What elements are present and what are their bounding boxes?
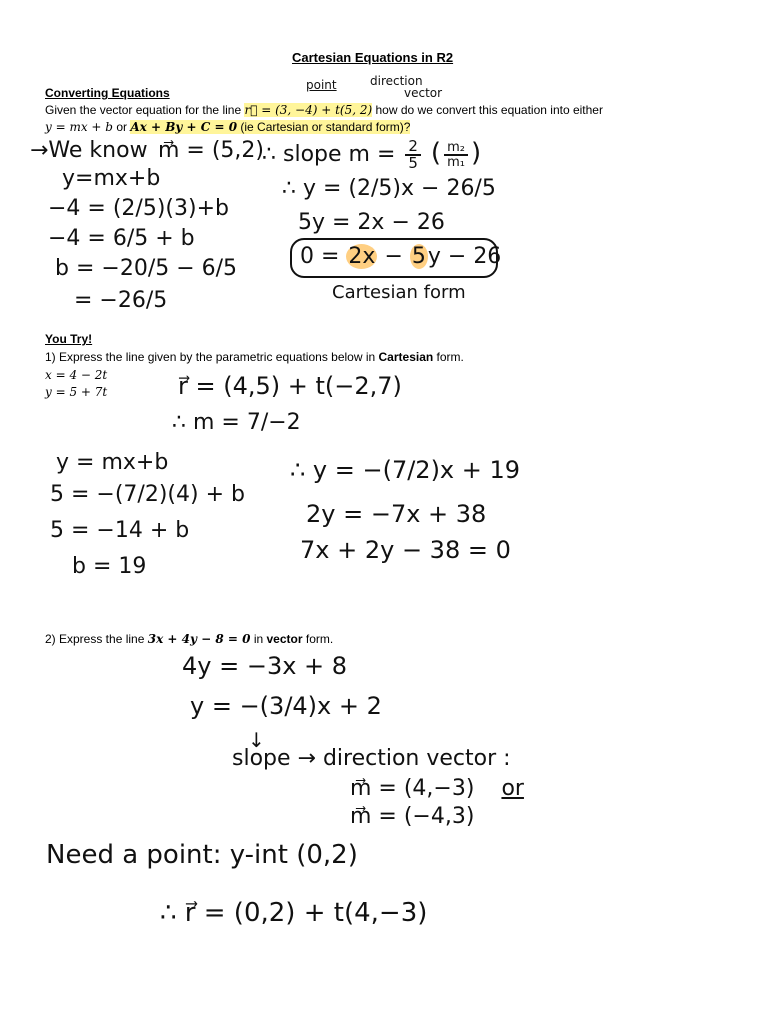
q2-need-point: Need a point: y-int (0,2): [46, 840, 358, 870]
question-1: [45, 350, 464, 365]
slope-intercept-eq: y = mx + b: [45, 120, 113, 134]
q2-or: or: [501, 776, 524, 801]
we-know: →We know: [30, 138, 148, 163]
q1-eq-y: y = 5 + 7t: [45, 385, 108, 399]
work1-right3: [300, 244, 501, 269]
q1-post: form.: [433, 350, 464, 364]
cartesian-form-label: Cartesian form: [332, 282, 466, 303]
slope-label: ∴ slope m =: [262, 142, 396, 167]
q-text-post: how do we convert this equation into either: [372, 103, 603, 117]
slope-fraction: [405, 139, 421, 171]
q1-vector-eq: r⃗ = (4,5) + t(−2,7): [178, 372, 402, 400]
ratio-den: m₁: [447, 155, 465, 170]
standard-form-eq: Ax + By + C = 0: [130, 120, 238, 134]
q1-result3: 7x + 2y − 38 = 0: [300, 536, 511, 564]
q-text: Given the vector equation for the line: [45, 103, 245, 117]
converting-question-line2: [45, 120, 410, 135]
q2-mid: in: [250, 632, 267, 646]
q2-direction-2: m⃗ = (−4,3): [350, 804, 475, 829]
q-or: or: [112, 120, 131, 134]
ratio-fraction: [444, 141, 468, 169]
vector-equation: r⃗ = (3, −4) + t(5, 2): [244, 103, 373, 117]
q2-pre: 2) Express the line: [45, 632, 148, 646]
q1-work1: y = mx+b: [56, 450, 169, 475]
work1-right2: 5y = 2x − 26: [298, 210, 445, 235]
q1-work4: b = 19: [72, 554, 147, 579]
page-title: Cartesian Equations in R2: [292, 50, 454, 65]
annotation-point: point: [306, 78, 337, 92]
q1-result1: ∴ y = −(7/2)x + 19: [290, 456, 521, 484]
work1-line5: = −26/5: [74, 288, 168, 313]
ratio-num: m₂: [444, 141, 468, 156]
r3-a: 0 =: [300, 244, 347, 269]
q1-work3: 5 = −14 + b: [50, 518, 190, 543]
q2-eq: 3x + 4y − 8 = 0: [147, 632, 251, 646]
direction-vector-m: m⃗ = (5,2): [158, 138, 265, 163]
q1-slope: ∴ m = 7/−2: [172, 410, 301, 435]
work1-line2: −4 = (2/5)(3)+b: [48, 196, 229, 221]
question-2: [45, 632, 333, 647]
work1-right1: ∴ y = (2/5)x − 26/5: [282, 176, 496, 201]
q2-dir1: m⃗ = (4,−3): [350, 776, 475, 801]
q2-direction-1: [350, 776, 524, 801]
q-post: (ie Cartesian or standard form)?: [237, 120, 411, 134]
work1-line4: b = −20/5 − 6/5: [55, 256, 238, 281]
slope-den: 5: [408, 154, 418, 172]
q1-pre: 1) Express the line given by the parametric equations below in: [45, 350, 379, 364]
q2-bold: vector: [266, 632, 303, 646]
converting-question-line1: [45, 103, 603, 118]
q2-slope-direction: slope → direction vector :: [232, 746, 511, 771]
r3-e: y − 26: [427, 244, 502, 269]
q1-result2: 2y = −7x + 38: [306, 500, 487, 528]
highlight-A: 2x: [348, 244, 376, 269]
q2-post: form.: [302, 632, 334, 646]
q1-eq-x: x = 4 − 2t: [45, 368, 108, 382]
highlight-B: 5: [411, 244, 426, 269]
q2-work2: y = −(3/4)x + 2: [190, 692, 382, 720]
work1-line3: −4 = 6/5 + b: [48, 226, 195, 251]
section-heading-you-try: You Try!: [45, 332, 93, 346]
slope-num: 2: [405, 139, 421, 156]
down-arrow: ↓: [248, 728, 265, 752]
annotation-vector: vector: [404, 86, 443, 100]
q1-bold: Cartesian: [378, 350, 434, 364]
r3-c: −: [377, 244, 410, 269]
slope-text: ∴ slope m = $\frac{2}{5}$ ( $\frac{\text{m₂}}{\text{m₁}}$ ): [262, 137, 482, 172]
q1-work2: 5 = −(7/2)(4) + b: [50, 482, 245, 507]
annotation-direction: direction: [370, 74, 423, 88]
q2-final-answer: ∴ r⃗ = (0,2) + t(4,−3): [160, 898, 428, 928]
work1-line1: y=mx+b: [62, 166, 161, 191]
q2-work1: 4y = −3x + 8: [182, 652, 348, 680]
section-heading-converting: Converting Equations: [45, 86, 170, 100]
